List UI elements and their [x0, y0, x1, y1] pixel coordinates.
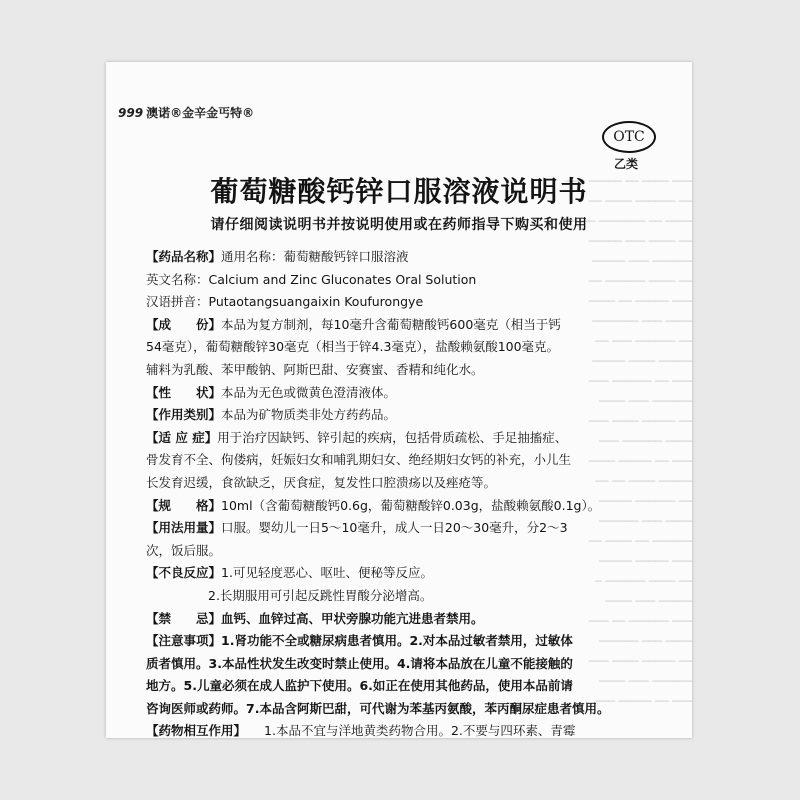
brand-number: 999 — [118, 106, 144, 120]
section-label: 【注意事项】 — [146, 633, 222, 649]
section-specification — [146, 495, 686, 518]
otc-badge: OTC — [602, 121, 656, 153]
section-label: 【作用类别】 — [146, 407, 222, 423]
indication-line-3: 长发育迟缓，食欲缺乏，厌食症，复发性口腔溃疡以及痤疮等。 — [146, 474, 497, 490]
section-composition — [146, 314, 686, 337]
english-name-line: 英文名称：Calcium and Zinc Gluconates Oral Solution — [146, 271, 477, 287]
pinyin-name-line: 汉语拼音：Putaotangsuangaixin Koufurongye — [146, 294, 424, 310]
instruction-sheet — [106, 62, 692, 738]
precautions-line-3: 地方。5.儿童必须在成人监护下使用。6.如正在使用其他药品，使用本品前请 — [146, 678, 573, 694]
section-category — [146, 404, 686, 427]
section-text: 用于治疗因缺钙、锌引起的疾病，包括骨质疏松、手足抽搐症、 — [217, 429, 568, 445]
composition-line-3: 辅料为乳酸、苯甲酸钠、阿斯巴甜、安赛蜜、香精和纯化水。 — [146, 361, 484, 377]
section-dosage — [146, 517, 686, 540]
category-badge: 乙类 — [614, 157, 639, 171]
precautions-line-4: 咨询医师或药师。7.本品含阿斯巴甜，可代谢为苯基丙氨酸，苯丙酮尿症患者慎用。 — [146, 700, 610, 716]
section-drug-interactions — [146, 720, 686, 738]
section-label: 【药品名称】 — [146, 249, 222, 264]
section-label: 【成 份】 — [146, 316, 222, 332]
section-label: 【规 格】 — [146, 497, 222, 513]
section-text: 1.本品不宜与洋地黄类药物合用。2.不要与四环素、青霉 — [264, 723, 576, 738]
section-text: 本品为无色或微黄色澄清液体。 — [221, 384, 397, 400]
section-text: 1.肾功能不全或糖尿病患者慎用。2.对本品过敏者禁用，过敏体 — [221, 633, 573, 649]
section-label: 【适 应 症】 — [146, 429, 218, 445]
section-label: 【用法用量】 — [146, 520, 222, 536]
section-text: 血钙、血锌过高、甲状旁腺功能亢进患者禁用。 — [221, 610, 484, 626]
section-text: 口服。婴幼儿一日5～10毫升，成人一日20～30毫升，分2～3 — [221, 520, 568, 536]
section-precautions — [146, 630, 686, 653]
section-text: 通用名称：葡萄糖酸钙锌口服溶液 — [221, 249, 409, 264]
composition-line-2: 54毫克），葡萄糖酸锌30毫克（相当于锌4.3毫克），盐酸赖氨酸100毫克。 — [146, 339, 560, 355]
section-drug-name — [146, 246, 686, 269]
section-text: 本品为复方制剂，每10毫升含葡萄糖酸钙600毫克（相当于钙 — [221, 316, 561, 332]
section-label: 【禁 忌】 — [146, 610, 222, 626]
section-text: 本品为矿物质类非处方药药品。 — [221, 407, 397, 423]
adverse-line-2: 2.长期服用可引起反跳性胃酸分泌增高。 — [208, 587, 433, 603]
indication-line-2: 骨发育不全、佝偻病，妊娠妇女和哺乳期妇女、绝经期妇女钙的补充，小儿生 — [146, 452, 572, 468]
document-subtitle: 请仔细阅读说明书并按说明使用或在药师指导下购买和使用 — [210, 217, 588, 233]
precautions-line-2: 质者慎用。3.本品性状发生改变时禁止使用。4.请将本品放在儿童不能接触的 — [146, 655, 573, 671]
section-label: 【性 状】 — [146, 384, 222, 400]
section-label: 【不良反应】 — [146, 565, 222, 581]
back-side-bleed-through: ━━━ ━━━━ ━━ ━━━━━ ━━━ ━━ ━━━━━━ ━━━━ ━━ ━━━━ ━━ ━━━━━━━ ━━━━ ━━ ━━━━ ━━━ ━━━━━ ━━━━━━ ━━━ ━━━━━ ━━ ━━━━ ━━━━━━ ━━ ━━━ ━━━━━ ━━ ━━━━ ━━━━ ━━━ ━━━━━━━ ━━ ━━━━━━ ━━━ ━━ ━━━━━ ━━━━ ━━━━━ ━━━ ━━ ━━━━━━ ━━━ ━━━━━━ ━━━ ━━━━ ━━ ━━━━━ ━━━━ ━━━ ━━━━ ━━━━━━ ━━━ ━━━ ━━ ━━━━━ ━━━━ ━━━━━ ━━━━ ━━ ━━ ━━ ━━━━━━ ━━━━━ ━━━━ ━━━ ━━━━━━ ━━━━━━ ━━ ━━━━ ━━ ━━━ ━━━━━ ━━━━━ ━━ ━━━━ ━━━━━━ ━ ━━━━━ ━━━ ━━━━ ━━━ ━━━━━━ ━━ ━━━ ━━━━ ━━━ ━━━━━━ ━━ ━━━━━ ━━━━ ━━━ ━━━━━━ ━━━ ━━━━ ━━━ ━━ ━━━━━ ━━━ — [565, 175, 692, 708]
section-appearance — [146, 382, 686, 405]
section-adverse-reactions — [146, 562, 686, 585]
section-contraindications — [146, 608, 686, 631]
section-label: 【药物相互作用】 — [146, 723, 247, 738]
brand-logo — [118, 104, 254, 121]
section-text: 10ml（含葡萄糖酸钙0.6g，葡萄糖酸锌0.03g，盐酸赖氨酸0.1g）。 — [221, 497, 601, 513]
section-indication — [146, 427, 686, 450]
document-body — [146, 246, 686, 738]
dosage-line-2: 次，饭后服。 — [146, 542, 222, 558]
brand-text: 澳诺®金辛金丐特® — [146, 106, 255, 120]
section-text: 1.可见轻度恶心、呕吐、便秘等反应。 — [221, 565, 433, 581]
document-title: 葡萄糖酸钙锌口服溶液说明书 — [210, 175, 588, 208]
